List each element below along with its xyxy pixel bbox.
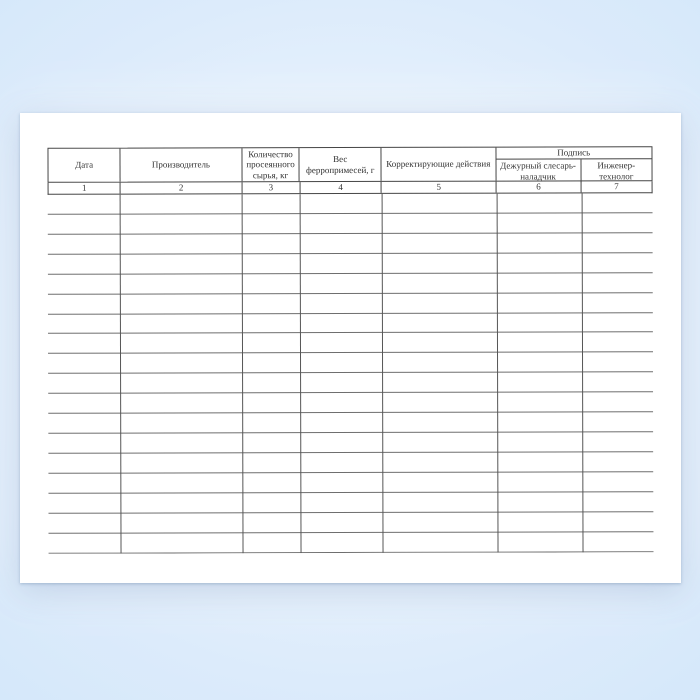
- column-number-4: 4: [300, 181, 382, 192]
- empty-table-row: [47, 252, 652, 274]
- empty-table-row: [48, 531, 653, 553]
- column-divider-line: [119, 194, 121, 553]
- column-number-3: 3: [242, 182, 300, 193]
- column-header-process-engineer-label: Инженер-технолог: [596, 159, 635, 181]
- empty-table-row: [47, 233, 652, 255]
- empty-table-row: [47, 213, 652, 235]
- column-number-7: 7: [613, 180, 619, 191]
- column-number-2: 2: [120, 182, 242, 193]
- empty-table-row: [48, 372, 653, 394]
- column-number-1: 1: [48, 182, 120, 193]
- column-divider-line: [299, 194, 301, 553]
- column-header-ferroimpurities-weight-label: Вес ферропримесей, г: [305, 153, 374, 175]
- column-header-sifted-raw-quantity-label: Количество просеянного сырья, кг: [245, 148, 295, 180]
- column-divider-line: [381, 193, 383, 552]
- document-page: [20, 113, 681, 583]
- column-group-signature: [495, 147, 651, 180]
- column-header-corrective-actions-label: Корректирующие действия: [385, 158, 490, 169]
- column-header-ferroimpurities-weight: [299, 147, 381, 180]
- empty-table-row: [47, 193, 652, 215]
- column-header-date: [48, 148, 120, 181]
- empty-table-row: [47, 272, 652, 294]
- empty-table-row: [48, 412, 653, 434]
- column-header-process-engineer: [581, 159, 652, 182]
- column-numbers-row: [47, 181, 652, 195]
- column-divider-line: [241, 194, 243, 553]
- column-divider-line: [496, 193, 498, 552]
- journal-table: [47, 146, 653, 553]
- signature-subcolumns: [496, 159, 652, 182]
- column-header-manufacturer: [120, 148, 242, 181]
- empty-table-row: [48, 352, 653, 374]
- empty-table-row: [48, 432, 653, 454]
- table-header-row: [47, 146, 652, 183]
- table-body: [47, 193, 653, 553]
- column-header-duty-mechanic: [496, 159, 581, 182]
- empty-table-row: [48, 511, 653, 533]
- column-header-sifted-raw-quantity: [242, 148, 300, 181]
- column-divider-line: [581, 193, 583, 552]
- empty-table-row: [48, 452, 653, 474]
- signature-group-title: Подпись: [495, 147, 651, 159]
- column-number-6: 6: [496, 181, 581, 192]
- empty-table-row: [48, 492, 653, 514]
- column-header-corrective-actions: [381, 147, 496, 180]
- empty-table-row: [47, 312, 652, 334]
- column-header-manufacturer-label: Производитель: [151, 159, 210, 170]
- empty-table-row: [47, 332, 652, 354]
- empty-table-row: [48, 472, 653, 494]
- column-header-date-label: Дата: [74, 159, 93, 170]
- column-header-duty-mechanic-label: Дежурный слесарь-наладчик: [499, 159, 576, 181]
- empty-table-row: [47, 292, 652, 314]
- column-number-5: 5: [381, 181, 496, 192]
- empty-table-row: [48, 392, 653, 414]
